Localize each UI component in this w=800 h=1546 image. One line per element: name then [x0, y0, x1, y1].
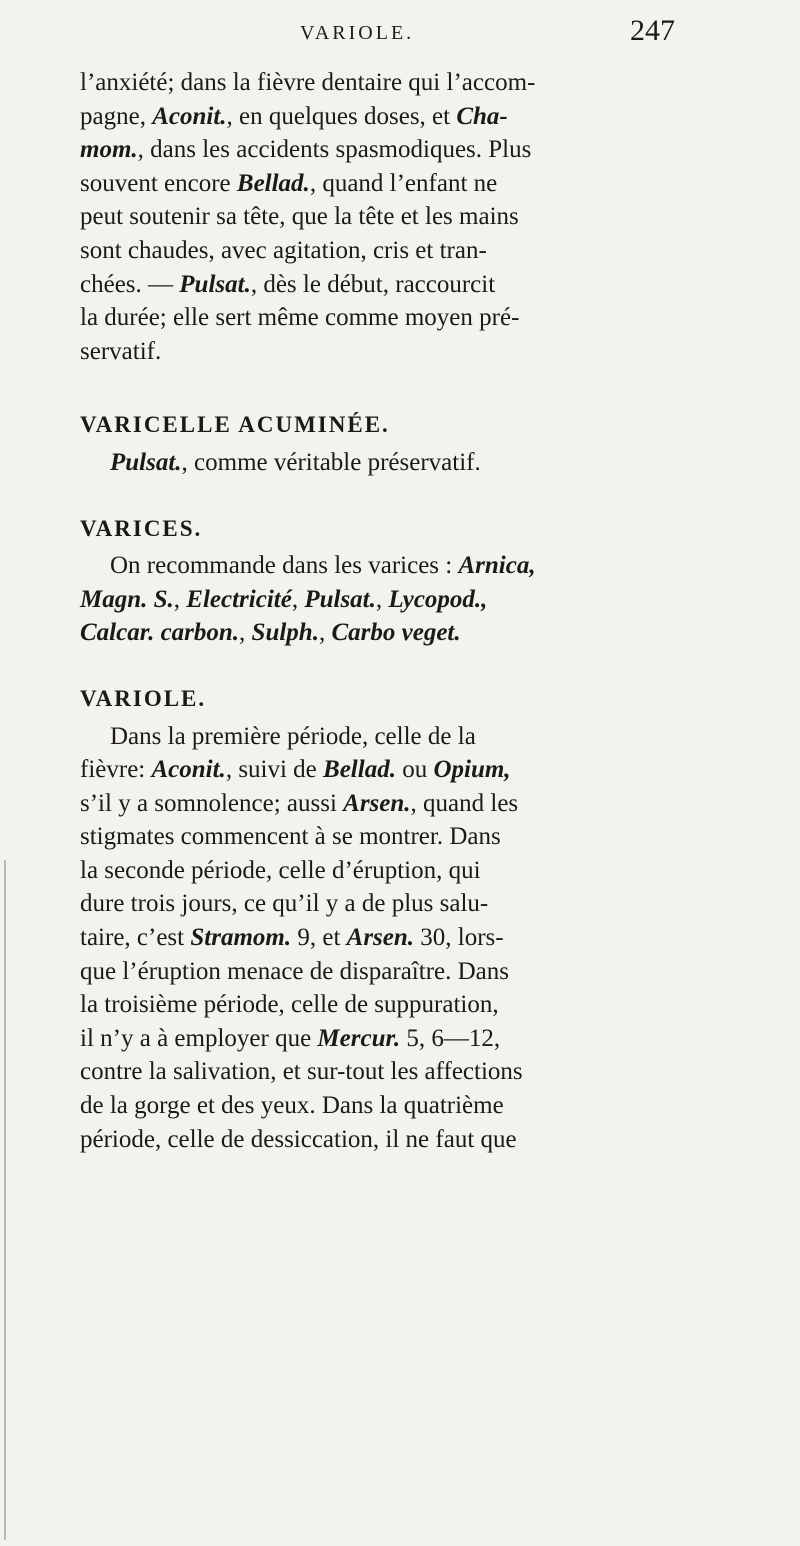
text-span: ,	[375, 585, 389, 613]
text-span: , dès le début, raccourcit	[250, 270, 496, 298]
text-line	[80, 1089, 772, 1123]
remedy-name: Aconit.	[152, 102, 227, 130]
spacer	[80, 480, 772, 512]
spacer	[80, 650, 772, 682]
text-span: , comme véritable préservatif.	[181, 448, 481, 476]
remedy-name: Stramom.	[190, 924, 292, 952]
running-title: VARIOLE.	[300, 22, 415, 44]
text-line	[80, 133, 772, 167]
text-span: ou	[395, 756, 434, 784]
binding-edge-shadow	[4, 860, 6, 1540]
text-line	[80, 100, 772, 134]
text-line	[80, 921, 772, 955]
text-line	[80, 301, 772, 335]
text-span: On recommande dans les varices :	[110, 552, 459, 580]
remedy-name: Carbo veget.	[331, 619, 461, 647]
remedy-name: Bellad.	[236, 169, 310, 197]
text-span: contre la salivation, et sur-tout les affections	[80, 1058, 523, 1086]
text-line	[80, 753, 772, 787]
text-span: s’il y a somnolence; aussi	[80, 789, 344, 817]
remedy-name: Cha-	[456, 102, 508, 130]
text-line	[80, 200, 772, 234]
text-line	[80, 1055, 772, 1089]
text-line	[80, 446, 772, 480]
remedy-name: Arsen.	[343, 789, 411, 817]
text-span: , quand les	[410, 789, 519, 817]
text-line	[80, 887, 772, 921]
text-span: ,	[291, 585, 305, 613]
remedy-name: Arnica,	[458, 552, 536, 580]
text-span: la seconde période, celle d’éruption, qui	[80, 856, 481, 884]
text-line	[80, 988, 772, 1022]
text-line	[80, 787, 772, 821]
remedy-name: Aconit.	[151, 756, 226, 784]
text-span: stigmates commencent à se montrer. Dans	[80, 823, 501, 851]
text-span: ,	[173, 585, 187, 613]
text-span: ,	[239, 619, 252, 647]
text-span: la durée; elle sert même comme moyen pré-	[80, 304, 520, 332]
text-line	[80, 335, 772, 369]
remedy-name: Bellad.	[323, 756, 396, 784]
text-span: 5, 6—12,	[400, 1024, 501, 1052]
text-span: fièvre:	[80, 756, 152, 784]
remedy-name: Electricité	[186, 585, 292, 613]
remedy-name: Magn. S.	[80, 585, 174, 613]
remedy-name: Calcar. carbon.	[80, 619, 240, 647]
text-span: Dans la première période, celle de la	[110, 722, 476, 750]
text-span: , dans les accidents spasmodiques. Plus	[137, 136, 532, 164]
text-line	[80, 820, 772, 854]
text-span: que l’éruption menace de disparaître. Dans	[80, 957, 509, 985]
text-line	[80, 720, 772, 754]
text-span: , en quelques doses, et	[226, 102, 457, 130]
text-span: pagne,	[80, 102, 153, 130]
text-span: souvent encore	[80, 169, 237, 197]
paragraph-continuation	[80, 66, 772, 368]
text-span: de la gorge et des yeux. Dans la quatrième	[80, 1092, 504, 1120]
section-varices	[80, 512, 772, 650]
text-line	[80, 234, 772, 268]
text-span: 30, lors-	[414, 924, 504, 952]
text-span: taire, c’est	[80, 924, 191, 952]
text-span: 9, et	[291, 924, 347, 952]
section-heading: VARICES.	[80, 515, 203, 541]
text-line	[80, 583, 772, 617]
text-line	[80, 854, 772, 888]
remedy-name: Sulph.	[251, 619, 319, 647]
text-line	[80, 1123, 772, 1157]
text-line	[80, 167, 772, 201]
text-span: la troisième période, celle de suppuration,	[80, 991, 499, 1019]
text-span: ,	[318, 619, 332, 647]
remedy-name: Pulsat.	[179, 270, 251, 298]
section-varicelle	[80, 408, 772, 479]
page-number: 247	[630, 14, 675, 47]
text-line	[80, 616, 772, 650]
text-line	[80, 549, 772, 583]
remedy-name: Pulsat.	[304, 585, 376, 613]
remedy-name: Mercur.	[317, 1024, 401, 1052]
text-span: dure trois jours, ce qu’il y a de plus salu-	[80, 890, 489, 918]
text-span: , suivi de	[225, 756, 324, 784]
text-span: peut soutenir sa tête, que la tête et les mains	[80, 203, 519, 231]
text-span: servatif.	[80, 337, 162, 365]
text-line	[80, 268, 772, 302]
text-span: période, celle de dessiccation, il ne faut que	[80, 1125, 517, 1153]
remedy-name: Arsen.	[346, 924, 415, 952]
section-heading: VARIOLE.	[80, 685, 207, 711]
remedy-name: Lycopod.,	[388, 585, 488, 613]
remedy-name: Opium,	[433, 756, 511, 784]
running-header	[0, 8, 800, 58]
text-span: chées. —	[80, 270, 180, 298]
spacer	[80, 368, 772, 408]
text-span: , quand l’enfant ne	[309, 169, 498, 197]
remedy-name: Pulsat.	[110, 448, 182, 476]
text-line	[80, 66, 772, 100]
text-line	[80, 1022, 772, 1056]
section-heading: VARICELLE ACUMINÉE.	[80, 412, 390, 438]
body-text	[80, 66, 772, 1156]
remedy-name: mom.	[80, 136, 138, 164]
text-span: sont chaudes, avec agitation, cris et tran-	[80, 236, 487, 264]
text-span: il n’y a à employer que	[80, 1024, 318, 1052]
text-span: l’anxiété; dans la fièvre dentaire qui l’accom-	[80, 69, 536, 96]
text-line	[80, 955, 772, 989]
section-variole	[80, 682, 772, 1156]
